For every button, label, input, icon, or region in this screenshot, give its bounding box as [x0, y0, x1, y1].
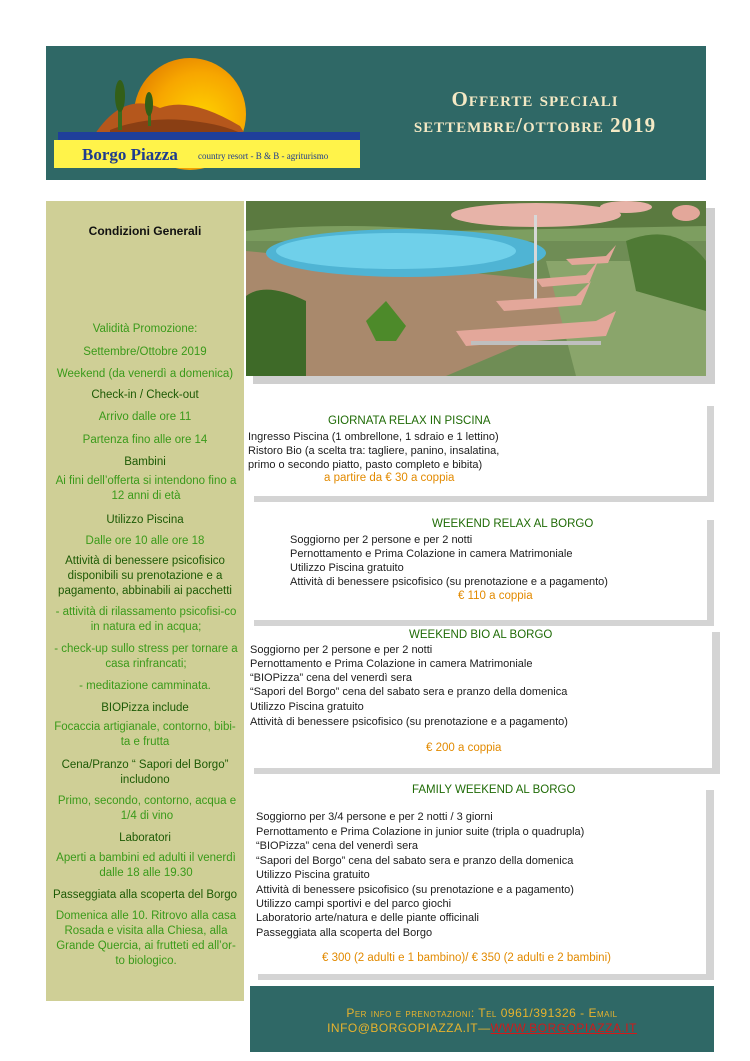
children-text: Ai fini dell’offerta si intendono fino a 12 anni di età [55, 475, 237, 502]
wellness-item-3: - meditazione camminata. [79, 680, 211, 692]
validity-months: Settembre/Ottobre 2019 [83, 346, 207, 358]
offer-line: Utilizzo Piscina gratuito [290, 562, 404, 574]
offer-line: Utilizzo Piscina gratuito [256, 869, 370, 881]
arrival-time: Arrivo dalle ore 11 [98, 411, 192, 423]
offer-line: Ingresso Piscina (1 ombrellone, 1 sdraio e 1 lettino) [248, 431, 499, 443]
offer-title-line2: settembre/ottobre 2019 [413, 113, 657, 137]
offer-title-family: FAMILY WEEKEND AL BORGO [412, 784, 576, 796]
wellness-heading: Attività di benessere psicofisico disponibili su prenotazione e a pagamento, abbinabili ai pacchetti [58, 555, 232, 597]
borgo-piazza-logo [50, 50, 360, 172]
offer-line: Ristoro Bio (a scelta tra: tagliere, panino, insalatina, [248, 445, 500, 457]
departure-time: Partenza fino alle ore 14 [82, 434, 208, 446]
offer-line: Attività di benessere psicofisico (su prenotazione e a pagamento) [256, 884, 574, 896]
offer-line: Utilizzo campi sportivi e del parco giochi [256, 898, 452, 910]
website-link[interactable]: WWW.BORGOPIAZZA.IT [490, 1021, 637, 1035]
validity-weekend: Weekend (da venerdì a domenica) [56, 368, 234, 380]
sidebar-heading: Condizioni Generali [88, 224, 202, 238]
walk-heading: Passeggiata alla scoperta del Borgo [52, 889, 238, 901]
biopizza-text: Focaccia artigianale, contorno, bibi-ta e frutta [54, 721, 236, 748]
offer-line: “BIOPizza” cena del venerdì sera [250, 672, 413, 684]
offer-title-relax-pool: GIORNATA RELAX IN PISCINA [328, 415, 491, 427]
offer-line: Attività di benessere psicofisico (su prenotazione e a pagamento) [250, 716, 568, 728]
logo-name: Borgo Piazza [82, 145, 178, 164]
validity-label: Validità Promozione: [92, 323, 198, 335]
offer-title-line1: Offerte speciali [451, 87, 619, 111]
offer-line: Pernottamento e Prima Colazione in junior suite (tripla o quadrupla) [256, 826, 585, 838]
children-heading: Bambini [124, 456, 166, 468]
pool-photo [246, 201, 706, 376]
footer-info-line: Per info e prenotazioni: Tel 0961/391326 - Email [346, 1006, 618, 1020]
offer-line: Laboratorio arte/natura e delle piante officinali [256, 912, 480, 924]
dinner-text: Primo, secondo, contorno, acqua e 1/4 di vino [57, 795, 237, 822]
pool-heading: Utilizzo Piscina [106, 514, 184, 526]
dinner-heading: Cena/Pranzo “ Sapori del Borgo” includono [61, 759, 229, 786]
offer-line: Soggiorno per 2 persone e per 2 notti [290, 534, 473, 546]
email-link[interactable]: INFO@BORGOPIAZZA.IT [327, 1021, 479, 1035]
footer-separator: — [478, 1021, 491, 1035]
offer-title-weekend-bio: WEEKEND BIO AL BORGO [409, 629, 553, 641]
offer-price-family: € 300 (2 adulti e 1 bambino)/ € 350 (2 adulti e 2 bambini) [322, 952, 611, 964]
offer-title-weekend-relax: WEEKEND RELAX AL BORGO [432, 518, 594, 530]
offer-price-weekend-relax: € 110 a coppia [458, 590, 533, 602]
walk-text: Domenica alle 10. Ritrovo alla casa Rosada e visita alla Chiesa, alla Grande Quercia, ai frutteti ed all’or-to biologico. [55, 910, 237, 967]
lab-heading: Laboratori [119, 832, 171, 844]
footer-links [250, 1021, 714, 1035]
offer-line: Pernottamento e Prima Colazione in camera Matrimoniale [250, 658, 533, 670]
offer-line: “Sapori del Borgo” cena del sabato sera e pranzo della domenica [250, 686, 568, 698]
offer-line: primo o secondo piatto, pasto completo e bibita) [248, 459, 483, 471]
offer-price-weekend-bio: € 200 a coppia [426, 742, 502, 754]
offer-title [360, 86, 710, 138]
logo-tagline: country resort - B & B - agriturismo [198, 151, 329, 161]
offer-line: “Sapori del Borgo” cena del sabato sera e pranzo della domenica [256, 855, 574, 867]
offer-line: Soggiorno per 3/4 persone e per 2 notti / 3 giorni [256, 811, 493, 823]
sidebar-conditions [46, 201, 244, 1001]
wellness-item-1: - attività di rilassamento psicofisi-co in natura ed in acqua; [55, 606, 237, 633]
offer-line: Passeggiata alla scoperta del Borgo [256, 927, 433, 939]
biopizza-heading: BIOPizza include [101, 702, 189, 714]
offer-line: Utilizzo Piscina gratuito [250, 701, 364, 713]
offer-line: Pernottamento e Prima Colazione in camera Matrimoniale [290, 548, 573, 560]
offer-line: Soggiorno per 2 persone e per 2 notti [250, 644, 433, 656]
offer-line: Attività di benessere psicofisico (su prenotazione e a pagamento) [290, 576, 608, 588]
lab-text: Aperti a bambini ed adulti il venerdì dalle 18 alle 19.30 [56, 852, 236, 879]
offer-price-relax-pool: a partire da € 30 a coppia [324, 472, 455, 484]
wellness-item-2: - check-up sullo stress per tornare a casa rinfrancati; [54, 643, 238, 670]
checkin-heading: Check-in / Check-out [91, 389, 199, 401]
pool-hours: Dalle ore 10 alle ore 18 [85, 535, 205, 547]
offer-line: “BIOPizza” cena del venerdì sera [256, 840, 419, 852]
